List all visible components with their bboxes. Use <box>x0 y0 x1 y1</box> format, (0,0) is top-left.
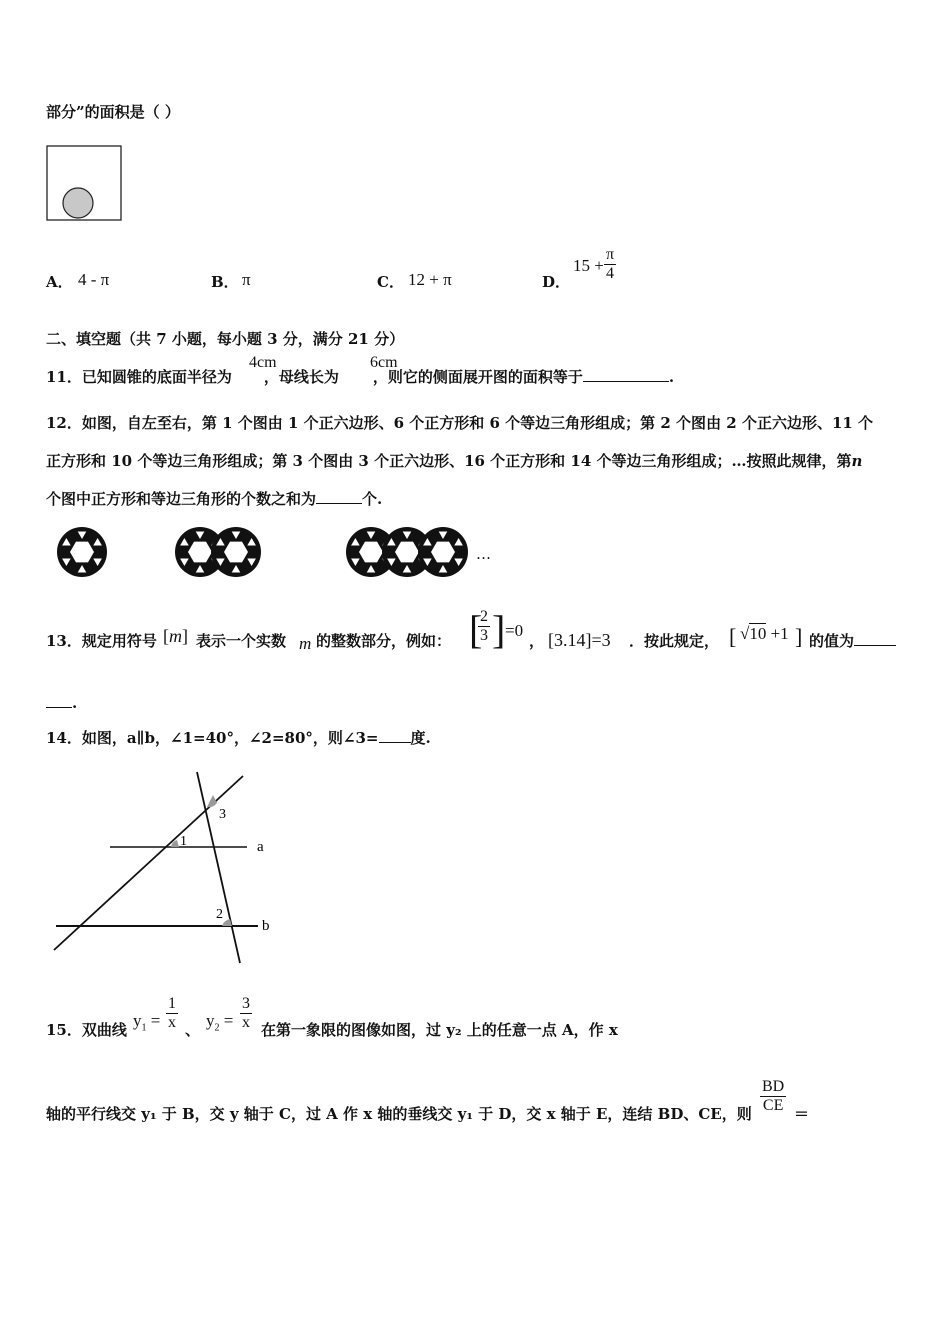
q15-start <box>46 1020 127 1040</box>
q12-ellipsis: … <box>476 545 491 563</box>
q13-ex2-value: 3.14 <box>554 630 586 650</box>
q11-radius: 4cm <box>249 354 277 371</box>
section-title: 二、填空题（共 7 小题，每小题 3 分，满分 21 分） <box>46 330 405 348</box>
q14-text: 14．如图，a∥b，∠1=40°，∠2=80°，则∠3= <box>46 729 379 747</box>
q11-answer-blank[interactable] <box>583 367 669 382</box>
transversal-2 <box>197 772 240 963</box>
option-c-value: 12 + π <box>408 270 452 289</box>
q13-comma: ， <box>529 632 545 650</box>
q15-y1: $y_1$ = <box>133 1011 161 1034</box>
q12-figure-2 <box>170 522 265 582</box>
q12-figure-3 <box>341 522 471 582</box>
q11-end: . <box>668 368 675 386</box>
option-d-fraction <box>604 246 616 283</box>
angle-3-mark <box>207 795 217 807</box>
q13-end: . <box>72 694 78 712</box>
q15-ratio-den: CE <box>762 1097 784 1114</box>
q14 <box>46 728 431 748</box>
q11-slant: 6cm <box>370 354 398 371</box>
q15-y2-sub: 2 <box>214 1022 220 1034</box>
option-a-value: 4 - π <box>78 270 110 289</box>
q15-text-1: 双曲线 <box>81 1021 127 1039</box>
label-3: 3 <box>219 807 226 822</box>
q11-text-2: ，母线长为 <box>263 368 339 386</box>
q13-var: m <box>299 634 312 653</box>
q15-sep: 、 <box>185 1021 201 1039</box>
q12-line-3 <box>46 489 382 509</box>
q13-ex1-fraction <box>478 608 490 645</box>
q13-symbol: [m] <box>163 626 188 646</box>
q13-ex1-num: 2 <box>480 608 488 625</box>
q13-expr-bracket-left: [ <box>729 624 737 649</box>
q12-line-2 <box>46 451 862 471</box>
q12-line-3-text: 个图中正方形和等边三角形的个数之和为 <box>46 490 317 508</box>
q12-answer-blank[interactable] <box>316 489 362 504</box>
q15-y2-fraction <box>240 995 252 1032</box>
q15-y2-num: 3 <box>242 995 250 1012</box>
option-c-label: C． <box>377 273 404 291</box>
q13-text-4: ．按此规定， <box>629 632 720 650</box>
q13-symbol-m: m <box>169 626 182 646</box>
option-a-label: A． <box>46 273 73 291</box>
q13-text-1: 规定用符号 <box>81 632 157 650</box>
q15-text-2: 在第一象限的图像如图，过 y₂ 上的任意一点 A，作 x <box>261 1021 618 1039</box>
q13-expr: √10 +1 <box>740 624 789 643</box>
q15-ratio <box>760 1078 786 1115</box>
q12-line-2-text: 正方形和 10 个等边三角形组成；第 3 个图由 3 个正六边形、16 个正方形和 14 个等边三角形组成；…按照此规律，第 <box>46 452 852 470</box>
q13-ex1-bracket-left: [ <box>469 607 483 652</box>
q12-line-3-end: 个. <box>362 490 383 508</box>
q13-continue <box>46 693 77 713</box>
q13 <box>46 631 157 651</box>
option-d-frac-num: π <box>606 246 615 263</box>
q11-text-1: 已知圆锥的底面半径为 <box>81 368 232 386</box>
label-b: b <box>262 918 270 934</box>
q15-y2-den: x <box>242 1014 250 1031</box>
q13-ex1-result: =0 <box>505 621 524 640</box>
q13-ex2: [3.14]=3 <box>548 630 611 650</box>
q15-eq: ＝ <box>794 1105 810 1123</box>
q15-y1-fraction <box>166 995 178 1032</box>
q14-answer-blank[interactable] <box>379 728 411 743</box>
q14-text-end: 度. <box>410 729 431 747</box>
q15-y1-letter: y <box>133 1011 142 1030</box>
option-d-label: D． <box>542 273 571 291</box>
q13-text-2: 表示一个实数 <box>196 632 287 650</box>
q12-figure-1 <box>52 522 112 582</box>
q13-plus-one: +1 <box>770 624 789 643</box>
q13-ex2-result: =3 <box>591 630 611 650</box>
q13-answer-blank-1[interactable] <box>854 631 896 646</box>
q15-number: 15． <box>46 1021 82 1039</box>
option-d-frac-den: 4 <box>606 265 615 282</box>
q15-ratio-num: BD <box>762 1078 785 1095</box>
option-b-label: B． <box>211 273 239 291</box>
label-1: 1 <box>180 834 187 849</box>
q13-text-5 <box>809 631 896 651</box>
q15-y1-sub: 1 <box>141 1022 147 1034</box>
q15-y1-num: 1 <box>168 995 176 1012</box>
q10-tail: 部分”的面积是（ ） <box>46 103 180 121</box>
q14-figure <box>50 770 280 970</box>
label-a: a <box>257 839 264 855</box>
q13-answer-blank-2[interactable] <box>46 693 72 708</box>
q11 <box>46 367 674 387</box>
q15-y2: $y_2$ = <box>206 1011 234 1034</box>
q13-sqrt-arg: 10 <box>749 624 767 643</box>
q11-number: 11． <box>46 368 82 386</box>
q13-ex1-den: 3 <box>480 627 488 644</box>
q12-line-1: 12．如图，自左至右，第 1 个图由 1 个正六边形、6 个正方形和 6 个等边三角形组成；第 2 个图由 2 个正六边形、11 个 <box>46 414 874 432</box>
q13-number: 13． <box>46 632 82 650</box>
q10-figure <box>46 145 128 223</box>
q15-line-2: 轴的平行线交 y₁ 于 B，交 y 轴于 C，过 A 作 x 轴的垂线交 y₁ 于 D，交 x 轴于 E，连结 BD、CE，则 <box>46 1105 752 1123</box>
q13-text-5-label: 的值为 <box>809 632 855 650</box>
q13-ex1-bracket-right: ] <box>492 607 506 652</box>
q15-y2-letter: y <box>206 1011 215 1030</box>
label-2: 2 <box>216 907 223 922</box>
option-b-value: π <box>242 270 251 289</box>
q11-text-3: ，则它的侧面展开图的面积等于 <box>372 368 583 386</box>
q13-text-3: 的整数部分，例如： <box>316 632 452 650</box>
q15-y1-den: x <box>168 1014 176 1031</box>
q12-n: n <box>851 452 863 470</box>
q13-expr-bracket-right: ] <box>795 624 803 649</box>
option-d-prefix: 15 + <box>573 256 604 275</box>
